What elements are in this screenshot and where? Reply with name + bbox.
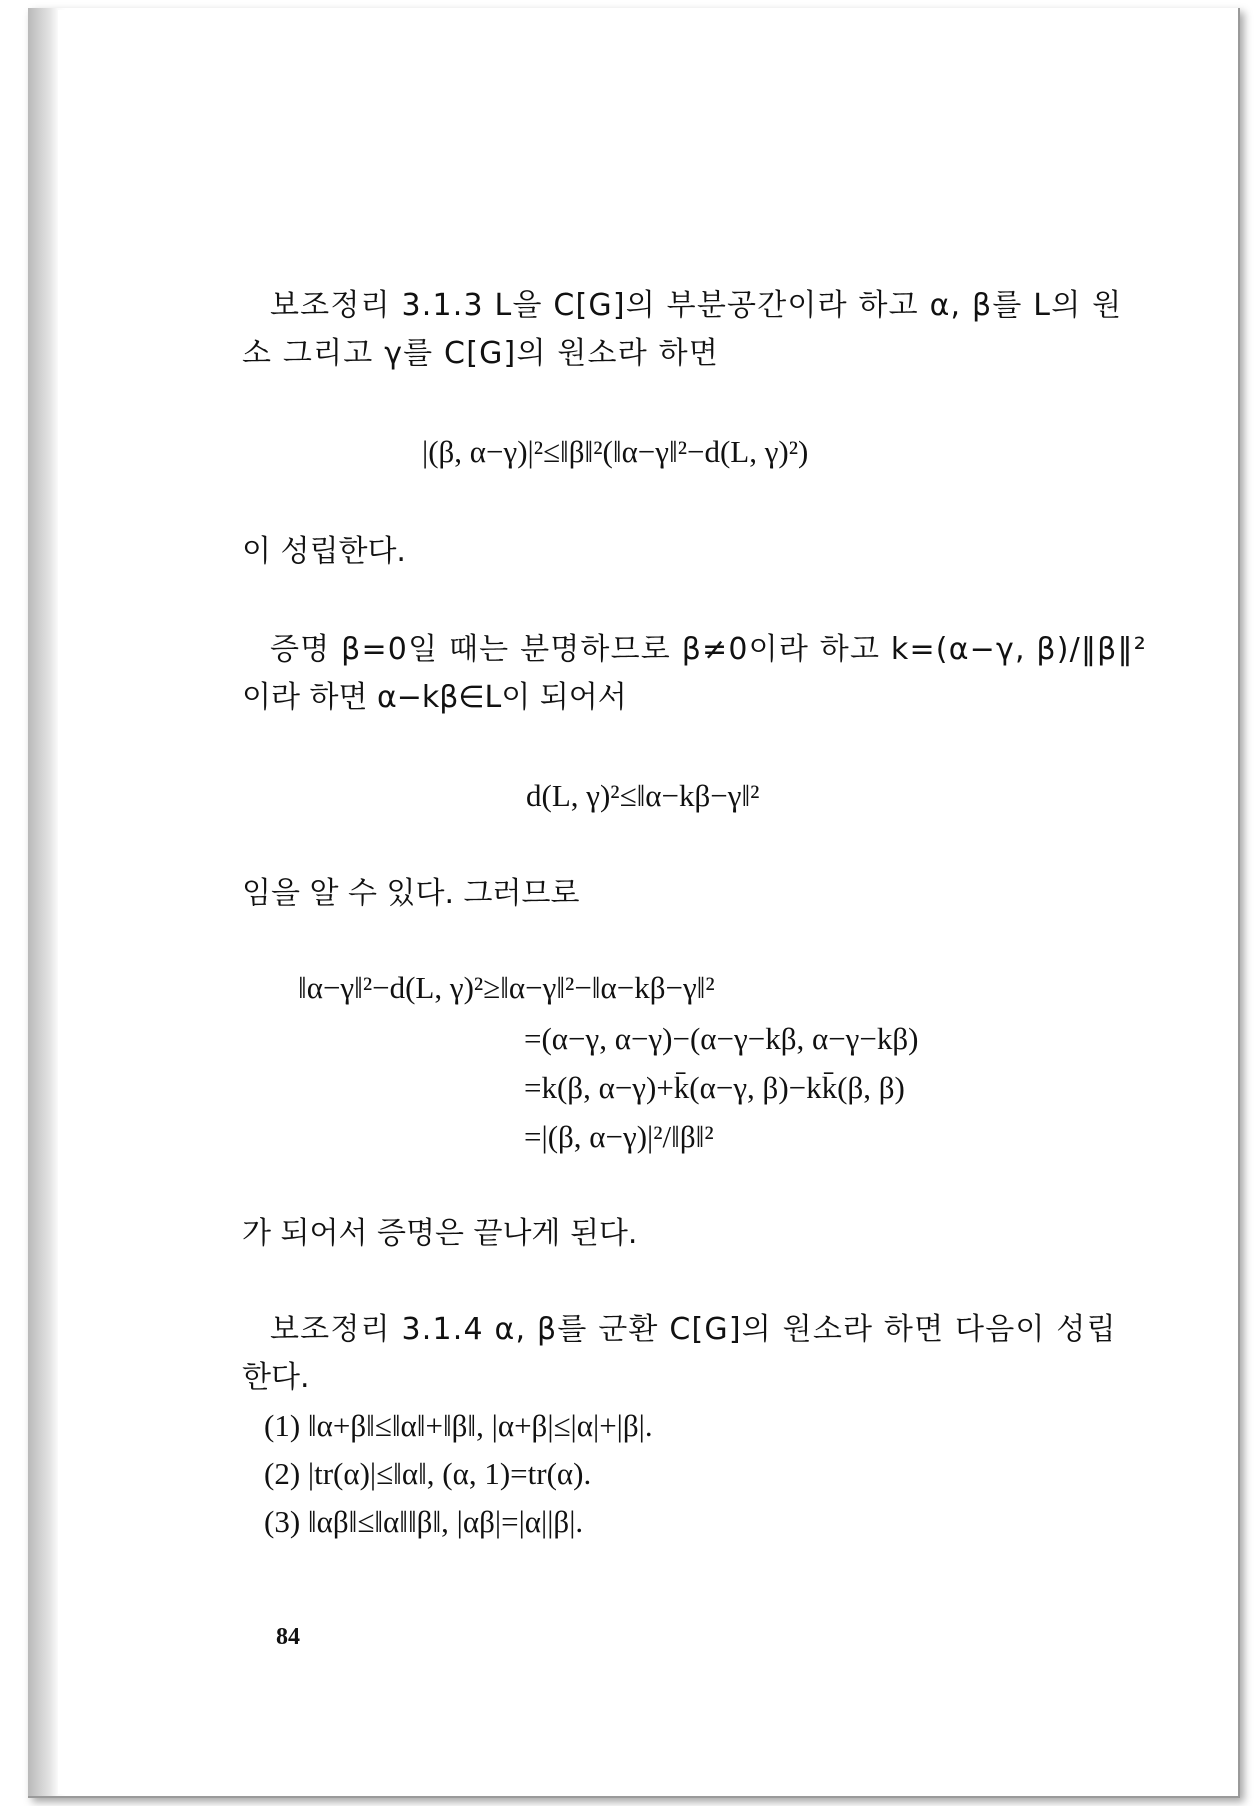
lemma-313-line2: 소 그리고 γ를 C[G]의 원소라 하면 (242, 336, 720, 371)
lemma-314-item3: (3) ‖αβ‖≤‖α‖‖β‖, |αβ|=|α||β|. (264, 1504, 584, 1539)
proof-eq-line2: =(α−γ, α−γ)−(α−γ−kβ, α−γ−kβ) (524, 1021, 919, 1056)
lemma-313-after: 이 성립한다. (242, 534, 406, 569)
proof-line2: 이라 하면 α−kβ∈L이 되어서 (242, 680, 627, 715)
proof-conclusion: 가 되어서 증명은 끝나게 된다. (242, 1216, 638, 1251)
proof-middle: 임을 알 수 있다. 그러므로 (242, 876, 580, 911)
lemma-314-item1: (1) ‖α+β‖≤‖α‖+‖β‖, |α+β|≤|α|+|β|. (264, 1408, 653, 1443)
proof-eq-line1: ‖α−γ‖²−d(L, γ)²≥‖α−γ‖²−‖α−kβ−γ‖² (298, 970, 715, 1005)
lemma-314-line2: 한다. (242, 1360, 310, 1395)
proof-line1: 증명 β=0일 때는 분명하므로 β≠0이라 하고 k=(α−γ, β)/‖β‖² (270, 632, 1147, 667)
proof-eq-line4: =|(β, α−γ)|²/‖β‖² (524, 1119, 714, 1154)
lemma-314-item2: (2) |tr(α)|≤‖α‖, (α, 1)=tr(α). (264, 1456, 592, 1491)
lemma-313-formula: |(β, α−γ)|²≤‖β‖²(‖α−γ‖²−d(L, γ)²) (422, 434, 809, 469)
proof-eq-line3: =k(β, α−γ)+k̄(α−γ, β)−kk̄(β, β) (524, 1070, 905, 1105)
lemma-314-line1: 보조정리 3.1.4 α, β를 군환 C[G]의 원소라 하면 다음이 성립 (270, 1312, 1117, 1347)
proof-formula1: d(L, γ)²≤‖α−kβ−γ‖² (526, 778, 760, 813)
lemma-313-line1: 보조정리 3.1.3 L을 C[G]의 부분공간이라 하고 α, β를 L의 원 (270, 288, 1123, 323)
page-number: 84 (276, 1624, 300, 1650)
